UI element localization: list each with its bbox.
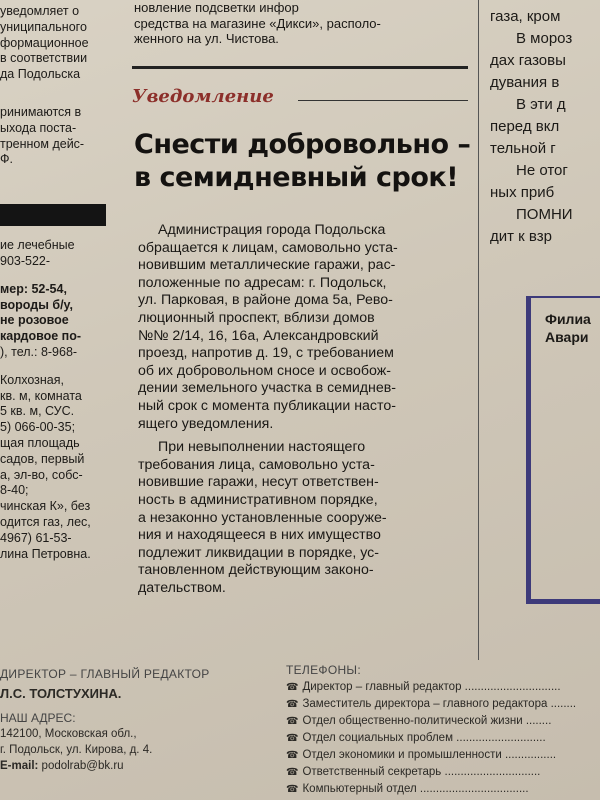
phone-label: Компьютерный отдел [302, 783, 417, 795]
section-rule [132, 66, 468, 69]
ad-line: 8-40; [0, 483, 29, 498]
phone-icon: ☎ [286, 750, 299, 761]
previous-article-tail [134, 0, 470, 47]
article-line: новление подсветки инфор [134, 0, 299, 15]
body-line: обращается к лицам, самовольно уста- [138, 239, 398, 256]
body-line: ный срок с момента публикации насто- [138, 397, 396, 414]
phone-entry: ☎ Ответственный секретарь .............................. [286, 766, 541, 778]
phones-title: ТЕЛЕФОНЫ: [286, 663, 361, 677]
rubric-label: Уведомление [132, 86, 274, 107]
article-line: женного на ул. Чистова. [134, 31, 279, 46]
body-line: №№ 2/14, 16, 16а, Александровский [138, 327, 379, 344]
right-line: Не отог [516, 162, 568, 179]
middle-column [120, 0, 470, 660]
left-column [0, 0, 112, 660]
email-label: E-mail: [0, 760, 39, 772]
right-line: дах газовы [490, 52, 566, 69]
ad-line: мер: 52-54, [0, 281, 67, 296]
body-line: тановленном действующим законо- [138, 562, 374, 579]
right-line: перед вкл [490, 118, 560, 135]
phone-entry: ☎ Отдел экономики и промышленности ................ [286, 749, 557, 761]
phone-entry: ☎ Компьютерный отдел .................................. [286, 783, 529, 795]
editor-info [0, 660, 260, 774]
address-line: г. Подольск, ул. Кирова, д. 4. [0, 744, 153, 756]
ad-line: лина Петровна. [0, 546, 91, 561]
left-line: формационное [0, 35, 89, 50]
article-headline [134, 128, 470, 194]
email-address[interactable]: podolrab@bk.ru [41, 760, 124, 772]
rubric-underline [298, 100, 468, 101]
phone-label: Отдел экономики и промышленности [302, 749, 502, 761]
left-line: Ф. [0, 152, 13, 167]
phone-icon: ☎ [286, 716, 299, 727]
body-line: новившим металлические гаражи, рас- [138, 257, 396, 274]
phone-icon: ☎ [286, 682, 299, 693]
left-line: да Подольска [0, 67, 81, 82]
article-body [138, 222, 470, 597]
body-line: подлежит ликвидации в порядке, ус- [138, 544, 379, 561]
ad-line: 903-522- [0, 253, 51, 268]
black-divider-bar [0, 204, 106, 226]
phone-label: Ответственный секретарь [302, 766, 442, 778]
ad-line: ), тел.: 8-968- [0, 344, 78, 359]
headline-line: Снести добровольно – [134, 129, 470, 160]
phone-label: Директор – главный редактор [302, 681, 462, 693]
left-line: в соответствии [0, 51, 88, 66]
phone-icon: ☎ [286, 767, 299, 778]
ad-line: чинская К», без [0, 499, 91, 514]
right-line: В мороз [516, 30, 573, 47]
body-line: ность в административном порядке, [138, 491, 378, 508]
address-title: НАШ АДРЕС: [0, 711, 76, 725]
right-line: ПОМНИ [516, 206, 573, 223]
right-line: тельной г [490, 140, 556, 157]
phone-label: Отдел социальных проблем [302, 732, 453, 744]
article-line: средства на магазине «Дикси», располо- [134, 15, 381, 31]
ad-line: садов, первый [0, 451, 85, 466]
body-line: об их добровольном сносе и освобож- [138, 362, 391, 379]
body-line: дательством. [138, 579, 226, 596]
ad-line: а, эл-во, собс- [0, 467, 83, 482]
phone-entry: ☎ Директор – главный редактор .............................. [286, 681, 561, 693]
info-box [526, 296, 600, 604]
ad-line: Колхозная, [0, 372, 65, 387]
body-line: Администрация города Подольска [158, 222, 386, 238]
body-line: дении земельного участка в семиднев- [138, 380, 397, 397]
ad-line: ие лечебные [0, 238, 75, 253]
phone-icon: ☎ [286, 784, 299, 795]
phones-list [286, 660, 600, 798]
right-line: дувания в [490, 74, 560, 91]
phone-icon: ☎ [286, 733, 299, 744]
director-name: Л.С. ТОЛСТУХИНА. [0, 686, 122, 701]
body-line: ящего уведомления. [138, 415, 274, 432]
phone-icon: ☎ [286, 699, 299, 710]
phone-entry: ☎ Отдел общественно-политической жизни ........ [286, 715, 552, 727]
ad-line: 5 кв. м, СУС. [0, 404, 75, 419]
ad-line: вороды б/у, [0, 297, 74, 312]
body-line: требования лица, самовольно уста- [138, 456, 375, 473]
box-line: Авари [545, 329, 589, 345]
ad-line: одится газ, лес, [0, 514, 91, 529]
body-line: новившие гаражи, несут ответствен- [138, 474, 379, 491]
right-line: дит к взр [490, 228, 552, 245]
right-line: ных приб [490, 184, 555, 201]
body-line: При невыполнении настоящего [158, 439, 366, 456]
body-line: ния и находящееся в них имущество [138, 527, 381, 544]
address-line: 142100, Московская обл., [0, 728, 137, 740]
body-line: а незаконно установленные сооруже- [138, 509, 387, 526]
classified-ads [0, 238, 112, 562]
masthead-footer [0, 660, 600, 800]
ad-line: кв. м, комната [0, 388, 82, 403]
left-line: тренном дейс- [0, 136, 85, 151]
ad-line: щая площадь [0, 435, 80, 450]
ad-line: 4967) 61-53- [0, 530, 72, 545]
phone-entry: ☎ Отдел социальных проблем ............................ [286, 732, 546, 744]
left-line: ыхода поста- [0, 120, 77, 135]
body-line: люционный проспект, вблизи домов [138, 309, 375, 326]
left-line: ринимаются в [0, 104, 82, 119]
director-title: ДИРЕКТОР – ГЛАВНЫЙ РЕДАКТОР [0, 667, 210, 681]
body-line: положенные по адресам: г. Подольск, [138, 274, 387, 291]
right-text [478, 0, 600, 248]
box-line: Филиа [545, 311, 591, 327]
ad-line: не розовое [0, 313, 69, 328]
ad-line: 5) 066-00-35; [0, 420, 76, 435]
ad-line: кардовое по- [0, 329, 82, 344]
left-mid-block [0, 105, 112, 168]
body-line: проезд, напротив д. 19, с требованием [138, 345, 394, 362]
right-line: газа, кром [490, 8, 561, 25]
column-divider [478, 0, 479, 660]
left-line: униципального [0, 19, 87, 34]
right-line: В эти д [516, 96, 566, 113]
left-line: уведомляет о [0, 4, 80, 18]
headline-line: в семидневный срок! [134, 162, 459, 193]
phone-entry: ☎ Заместитель директора – главного редактора ........ [286, 698, 577, 710]
phone-label: Отдел общественно-политической жизни [302, 715, 523, 727]
left-top-block [0, 0, 112, 83]
email-line [0, 758, 260, 774]
body-line: ул. Парковая, в районе дома 5а, Рево- [138, 292, 393, 309]
phone-label: Заместитель директора – главного редактора [302, 698, 548, 710]
